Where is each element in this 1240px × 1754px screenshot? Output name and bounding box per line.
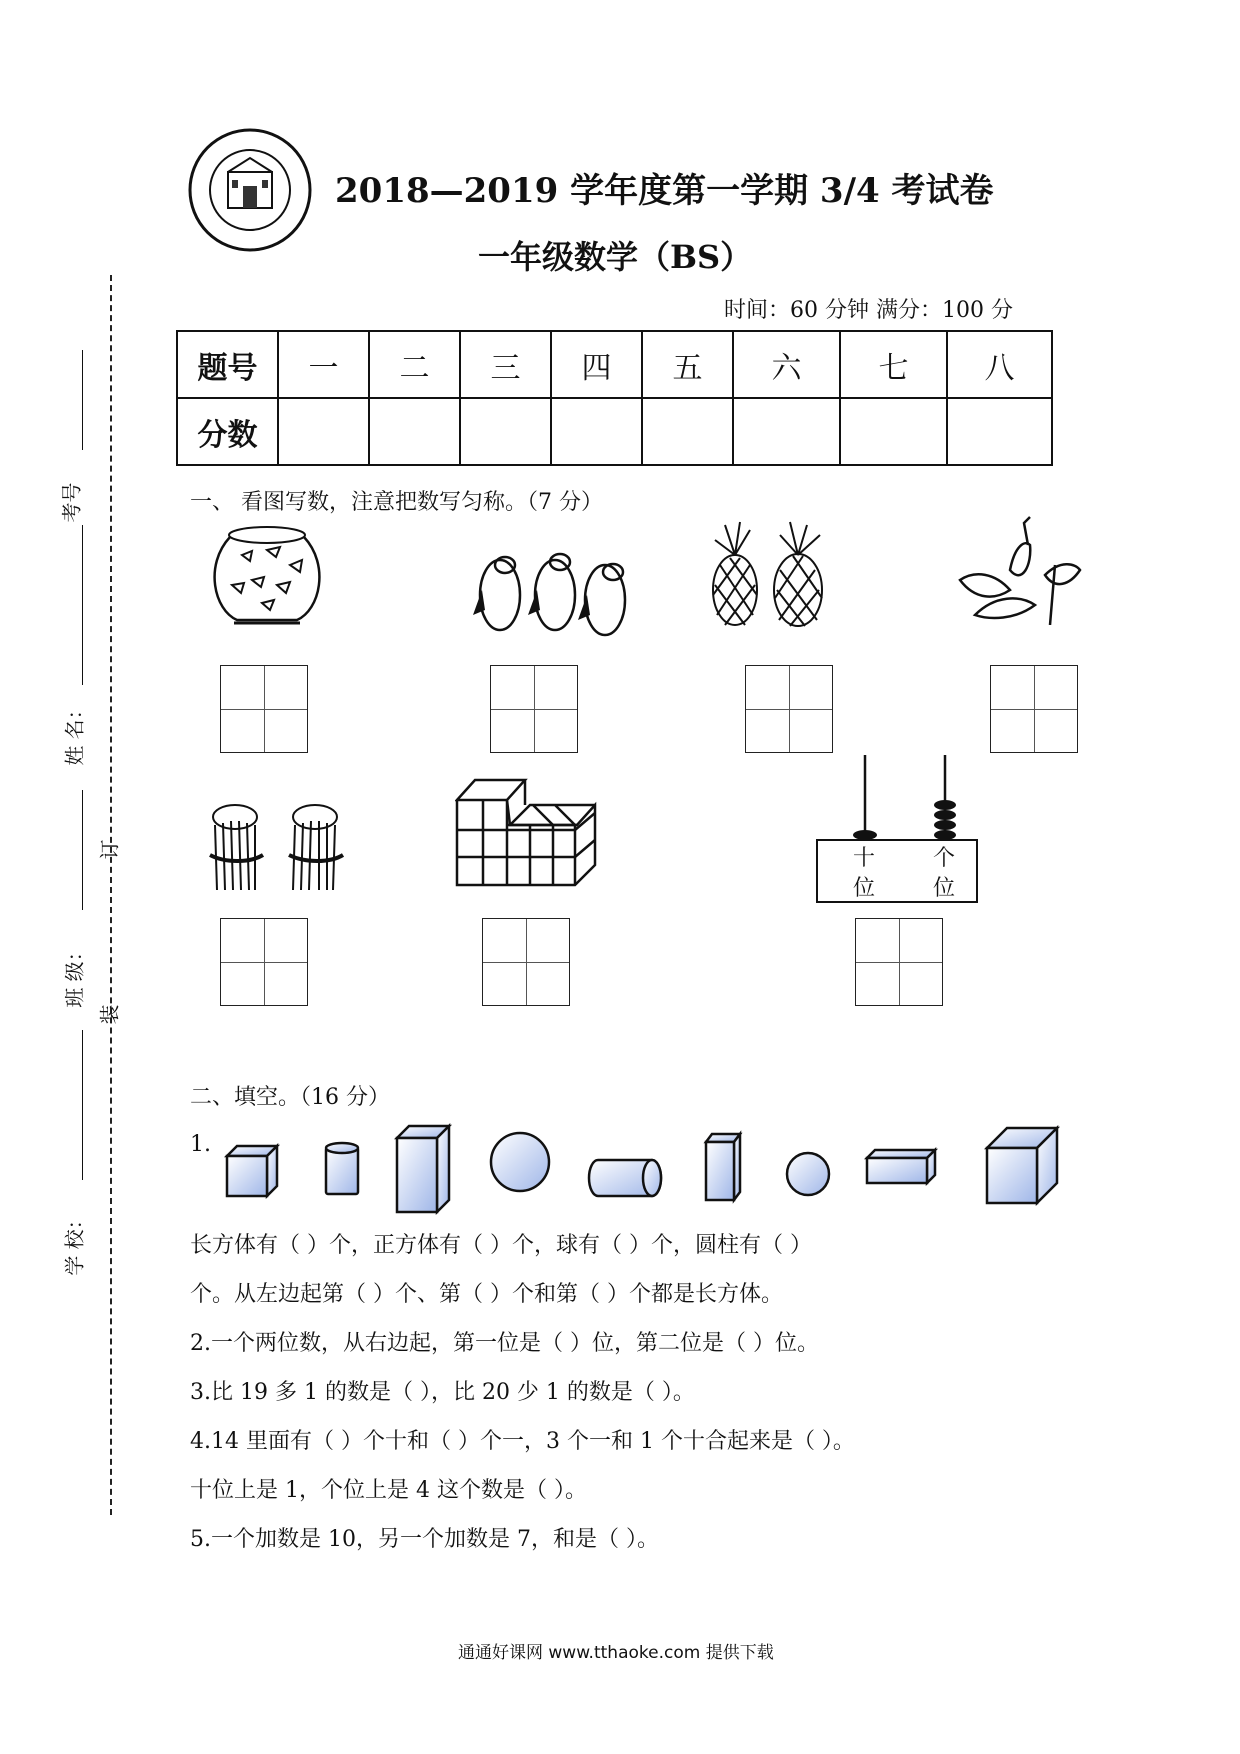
label-school: 学 校： [62, 1209, 87, 1276]
footer-credit: 通通好课网 www.tthaoke.com 提供下载 [458, 1643, 774, 1663]
score-cell[interactable] [460, 398, 551, 465]
solid-shapes-image [222, 1118, 1072, 1222]
answer-box-cubes[interactable] [482, 918, 570, 1006]
score-value-row [177, 398, 1052, 465]
abacus-ones-char2: 位 [933, 876, 956, 901]
label-kaohao: 考号 [59, 482, 84, 523]
q3-line: 3.比 19 多 1 的数是（ ），比 20 少 1 的数是（ ）。 [190, 1380, 695, 1405]
binding-dashed-line [110, 275, 112, 1515]
col-header: 六 [733, 331, 840, 398]
pineapples-image [695, 520, 840, 634]
col-header: 四 [551, 331, 642, 398]
score-cell[interactable] [840, 398, 947, 465]
field-line [82, 790, 83, 910]
penguins-image [465, 540, 640, 644]
col-header: 五 [642, 331, 733, 398]
school-logo [188, 128, 312, 252]
score-cell[interactable] [947, 398, 1052, 465]
answer-box-peppers[interactable] [990, 665, 1078, 753]
score-cell[interactable] [278, 398, 369, 465]
field-line [82, 1030, 83, 1180]
col-header: 二 [369, 331, 460, 398]
q1-number: 1. [190, 1132, 211, 1157]
score-header-row [177, 331, 1052, 398]
col-header: 八 [947, 331, 1052, 398]
score-cell[interactable] [369, 398, 460, 465]
answer-box-abacus[interactable] [855, 918, 943, 1006]
q1-line1: 长方体有（ ）个，正方体有（ ）个，球有（ ）个，圆柱有（ ） [190, 1233, 812, 1258]
score-cell[interactable] [733, 398, 840, 465]
abacus-tens-char1: 十 [853, 846, 876, 871]
col-header: 七 [840, 331, 947, 398]
field-line [82, 525, 83, 685]
label-class: 班 级： [62, 941, 87, 1008]
row-label-fenshu: 分数 [177, 398, 278, 465]
label-ding: 订 [97, 839, 122, 860]
q5-line: 5.一个加数是 10，另一个加数是 7，和是（ ）。 [190, 1527, 659, 1552]
abacus-tens-char2: 位 [853, 876, 876, 901]
answer-box-sticks[interactable] [220, 918, 308, 1006]
label-name: 姓 名： [62, 699, 87, 766]
answer-box-fish[interactable] [220, 665, 308, 753]
peppers-image [950, 515, 1090, 629]
answer-box-penguins[interactable] [490, 665, 578, 753]
section2-heading: 二、填空。（16 分） [190, 1085, 390, 1110]
score-table [176, 330, 1053, 466]
answer-box-pineapples[interactable] [745, 665, 833, 753]
q2-line: 2.一个两位数，从右边起，第一位是（ ）位，第二位是（ ）位。 [190, 1331, 819, 1356]
stick-bundles-image [205, 795, 355, 899]
fishbowl-image [212, 525, 322, 639]
field-line [82, 350, 83, 450]
row-label-tihao: 题号 [177, 331, 278, 398]
score-cell[interactable] [551, 398, 642, 465]
q4-line2: 十位上是 1，个位上是 4 这个数是（ ）。 [190, 1478, 587, 1503]
exam-subtitle: 一年级数学（BS） [478, 238, 753, 276]
col-header: 一 [278, 331, 369, 398]
abacus-ones-char1: 个 [933, 846, 956, 871]
label-zhuang: 装 [97, 1004, 122, 1025]
col-header: 三 [460, 331, 551, 398]
section1-heading: 一、 看图写数，注意把数写匀称。（7 分） [190, 490, 603, 515]
abacus-tens-label [853, 844, 875, 904]
score-cell[interactable] [642, 398, 733, 465]
q4-line1: 4.14 里面有（ ）个十和（ ）个一，3 个一和 1 个十合起来是（ ）。 [190, 1429, 855, 1454]
exam-title: 2018—2019 学年度第一学期 3/4 考试卷 [335, 171, 994, 211]
q1-line2: 个。从左边起第（ ）个、第（ ）个和第（ ）个都是长方体。 [190, 1282, 783, 1307]
abacus-image [815, 750, 980, 910]
cubes-image [455, 775, 605, 894]
abacus-ones-label [933, 844, 955, 904]
time-info: 时间：60 分钟 满分：100 分 [724, 298, 1013, 323]
